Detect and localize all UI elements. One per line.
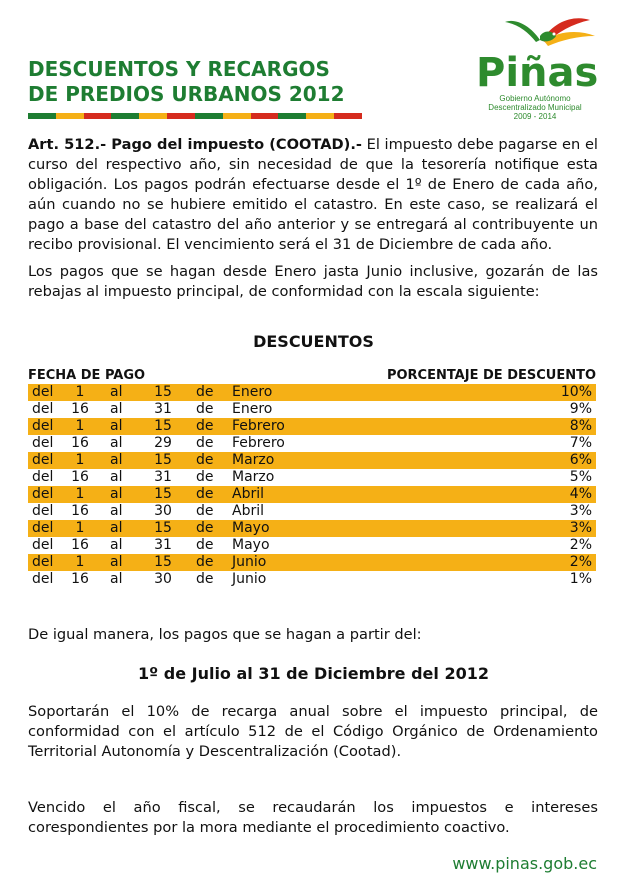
cell-mes: Abril [232,503,264,519]
table-row [28,435,596,452]
page-title [28,57,378,107]
cell-pct: 10% [560,384,592,400]
table-row [28,503,596,520]
logo-subtitle-1: Gobierno Autónomo [499,94,571,103]
table-row [28,452,596,469]
cell-d1: 16 [71,537,89,553]
surcharge-paragraph: Soportarán el 10% de recarga anual sobre el impuesto principal, de conformidad con el artículo 512 de el Código Orgánico de Ordenamiento Territorial Autonomía y Descentralización (Cootad). [28,703,598,760]
cell-mes: Mayo [232,537,270,553]
cell-del: del [32,503,54,519]
table-row [28,520,596,537]
stripe-segment [56,113,84,119]
cell-al: al [110,384,123,400]
cell-de: de [196,503,214,519]
cell-del: del [32,384,54,400]
cell-d1: 1 [75,554,85,570]
cell-d2: 15 [154,520,172,536]
discounts-heading: DESCUENTOS [253,332,374,351]
cell-d1: 1 [75,452,85,468]
table-row [28,384,596,401]
cell-pct: 2% [569,537,592,553]
table-row [28,554,596,571]
table-header [28,367,596,384]
discount-intro-paragraph: Los pagos que se hagan desde Enero jasta Junio inclusive, gozarán de las rebajas al impuesto principal, de conformidad con la escala siguiente: [28,263,598,300]
cell-al: al [110,452,123,468]
cell-del: del [32,486,54,502]
cell-al: al [110,435,123,451]
cell-del: del [32,571,54,587]
cell-del: del [32,418,54,434]
cell-pct: 5% [569,469,592,485]
title-underline-stripes [28,113,362,119]
cell-pct: 7% [569,435,592,451]
stripe-segment [195,113,223,119]
cell-del: del [32,520,54,536]
cell-mes: Febrero [232,435,285,451]
logo-years: 2009 - 2014 [513,112,557,121]
cell-de: de [196,537,214,553]
table-row [28,486,596,503]
cell-mes: Junio [232,571,267,587]
stripe-segment [306,113,334,119]
cell-pct: 3% [569,520,592,536]
cell-mes: Enero [232,384,273,400]
stripe-segment [251,113,279,119]
table-row [28,571,596,588]
cell-d1: 1 [75,418,85,434]
cell-mes: Mayo [232,520,270,536]
cell-de: de [196,554,214,570]
stripe-segment [334,113,362,119]
cell-d2: 15 [154,384,172,400]
cell-d2: 15 [154,486,172,502]
cell-d2: 15 [154,452,172,468]
title-line-2: DE PREDIOS URBANOS 2012 [28,82,345,106]
col-header-date: FECHA DE PAGO [28,368,146,383]
cell-d2: 30 [154,571,172,587]
stripe-segment [223,113,251,119]
logo-subtitle-2: Descentralizado Municipal [488,103,582,112]
logo-wordmark: Piñas [476,50,599,96]
article-text: El impuesto debe pagarse en el curso del respectivo año, sin necesidad de que la tesorería notifique esta obligación. Los pagos podrán efectuarse desde el 1º de Enero de cada año, aún cuando no se hubiere emitido el catastro. En este caso, se realizará el pago a base del catastro del año anterior y se entregará al contribuyente un recibo provisional. El vencimiento será el 31 de Diciembre de cada año. [28,136,598,253]
cell-d2: 31 [154,537,172,553]
cell-al: al [110,554,123,570]
cell-del: del [32,401,54,417]
table-row [28,537,596,554]
cell-mes: Abril [232,486,264,502]
cell-pct: 8% [569,418,592,434]
table-row [28,469,596,486]
cell-mes: Febrero [232,418,285,434]
cell-pct: 2% [569,554,592,570]
municipality-logo [470,10,610,125]
cell-de: de [196,384,214,400]
website-link[interactable]: www.pinas.gob.ec [452,854,597,873]
cell-al: al [110,469,123,485]
cell-d2: 29 [154,435,172,451]
cell-al: al [110,503,123,519]
title-line-1: DESCUENTOS Y RECARGOS [28,57,330,81]
table-body [28,384,596,588]
stripe-segment [84,113,112,119]
closing-paragraph: Vencido el año fiscal, se recaudarán los impuestos e intereses corespondientes por la mora mediante el procedimiento coactivo. [28,799,598,836]
cell-al: al [110,418,123,434]
cell-d1: 1 [75,384,85,400]
cell-d1: 16 [71,435,89,451]
cell-al: al [110,571,123,587]
cell-d2: 31 [154,401,172,417]
cell-d2: 15 [154,554,172,570]
cell-pct: 1% [569,571,592,587]
cell-del: del [32,435,54,451]
stripe-segment [278,113,306,119]
cell-d1: 16 [71,469,89,485]
cell-de: de [196,469,214,485]
surcharge-date-range: 1º de Julio al 31 de Diciembre del 2012 [138,664,489,683]
cell-d1: 16 [71,401,89,417]
cell-de: de [196,486,214,502]
cell-al: al [110,486,123,502]
cell-d2: 30 [154,503,172,519]
cell-d2: 31 [154,469,172,485]
cell-de: de [196,452,214,468]
cell-d1: 1 [75,486,85,502]
cell-del: del [32,452,54,468]
table-row [28,418,596,435]
cell-de: de [196,435,214,451]
cell-mes: Enero [232,401,273,417]
cell-mes: Marzo [232,452,275,468]
stripe-segment [28,113,56,119]
cell-pct: 4% [569,486,592,502]
surcharge-intro: De igual manera, los pagos que se hagan a partir del: [28,626,422,643]
stripe-segment [139,113,167,119]
cell-mes: Marzo [232,469,275,485]
discount-table [28,367,596,588]
table-row [28,401,596,418]
cell-de: de [196,571,214,587]
cell-de: de [196,401,214,417]
stripe-segment [111,113,139,119]
cell-d1: 16 [71,571,89,587]
cell-al: al [110,520,123,536]
cell-de: de [196,520,214,536]
cell-d1: 1 [75,520,85,536]
cell-pct: 9% [569,401,592,417]
cell-d1: 16 [71,503,89,519]
cell-al: al [110,401,123,417]
cell-al: al [110,537,123,553]
article-label: Art. 512.- Pago del impuesto (COOTAD).- [28,136,362,153]
cell-pct: 3% [569,503,592,519]
col-header-percent: PORCENTAJE DE DESCUENTO [386,368,596,383]
cell-pct: 6% [569,452,592,468]
cell-del: del [32,537,54,553]
stripe-segment [167,113,195,119]
cell-de: de [196,418,214,434]
cell-d2: 15 [154,418,172,434]
cell-mes: Junio [232,554,267,570]
cell-del: del [32,469,54,485]
article-paragraph [28,135,598,255]
cell-del: del [32,554,54,570]
